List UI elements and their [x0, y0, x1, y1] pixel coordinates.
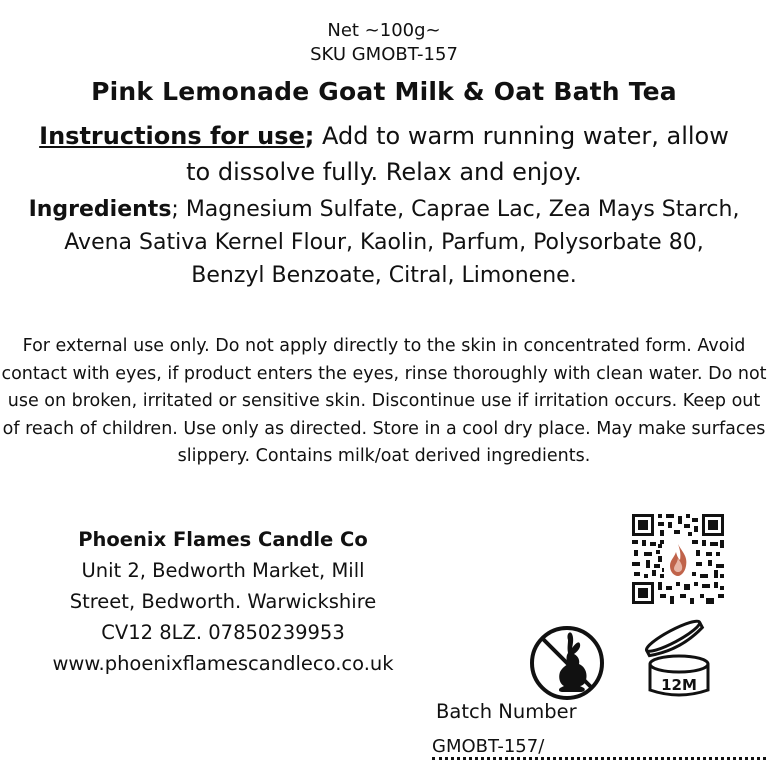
company-address-line: Street, Bedworth. Warwickshire [69, 590, 377, 613]
batch-number-line [432, 757, 766, 760]
ingredients-heading: Ingredients [28, 197, 172, 222]
batch-number-label: Batch Number [436, 700, 577, 723]
batch-number-value: GMOBT-157/ [432, 736, 545, 757]
warning-text: For external use only. Do not apply directly to the skin in concentrated form. Avoid contact with eyes, if product enters the eyes, rinse thoroughly with clean water. Do not use on broken, irritated or sensitive skin. Discontinue use if irritation occurs. Keep out of reach of children. Use only as directed. Store in a cool dry place. May make surfaces slippery. Contains milk/oat derived ingredients. [1, 336, 767, 466]
company-website: www.phoenixflamescandleco.co.uk [52, 652, 394, 675]
ingredients-text: ; Magnesium Sulfate, Caprae Lac, Zea Mays Starch, Avena Sativa Kernel Flour, Kaolin, Parfum, Polysorbate 80, Benzyl Benzoate, Citral, Limonene. [64, 197, 740, 288]
company-name: Phoenix Flames Candle Co [78, 528, 368, 551]
product-title: Pink Lemonade Goat Milk & Oat Bath Tea [91, 77, 677, 106]
instructions-block [0, 118, 768, 190]
company-address-line: CV12 8LZ. 07850239953 [101, 621, 345, 644]
qr-code-icon [630, 512, 726, 606]
pao-label: 12M [661, 676, 697, 694]
cruelty-free-bunny-icon [528, 626, 610, 700]
instructions-heading: Instructions for use [39, 122, 305, 150]
instructions-text: Add to warm running water, allow to dissolve fully. Relax and enjoy. [186, 122, 729, 186]
ingredients-block [0, 193, 768, 292]
company-block [0, 524, 446, 679]
instructions-separator: ; [304, 122, 315, 150]
period-after-opening-jar-icon [638, 616, 720, 700]
sku-code: SKU GMOBT-157 [310, 44, 458, 65]
company-address-line: Unit 2, Bedworth Market, Mill [81, 559, 365, 582]
net-weight: Net ~100g~ [327, 20, 441, 41]
